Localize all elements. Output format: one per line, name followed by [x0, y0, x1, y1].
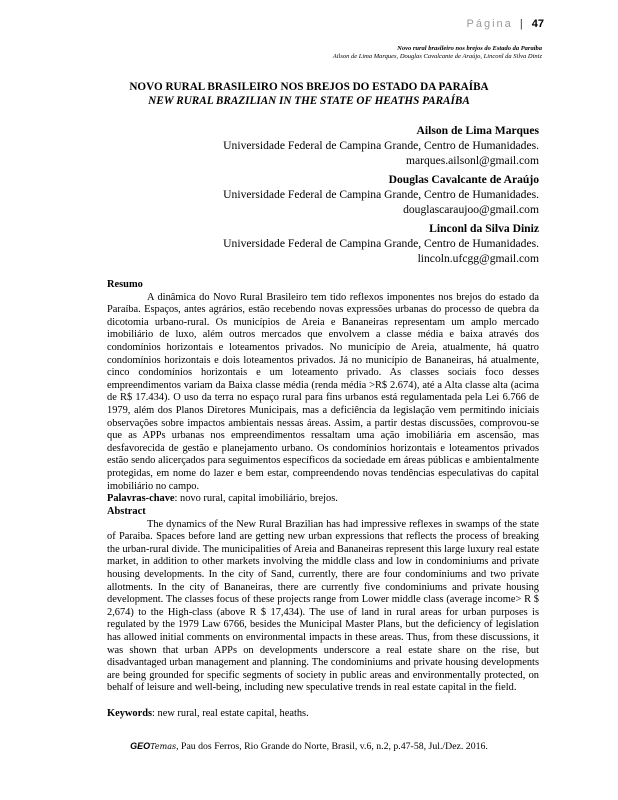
keywords-label: Palavras-chave: [107, 493, 175, 505]
abstract-keywords: [107, 708, 539, 721]
resumo-section: [107, 279, 539, 506]
resumo-text: A dinâmica do Novo Rural Brasileiro tem tido reflexos imponentes nos brejos do estado da Paraíba. Espaços, antes agrários, estão recebendo novas expressões urbanas do processo de quebra da dicotomia urbano-rural. Os municípios de Areia e Bananeiras representam um amplo mercado imobiliário de luxo, além outros mercados que envolvem a classe média e baixa através dos condomínios horizontais e loteamentos privados. No município de Areia, atualmente, há quatro condomínios horizontais e dois loteamentos privados. Já no município de Bananeiras, há atualmente, cinco condomínios horizontais e um loteamento privado. As classes sociais foco desses empreendimentos variam da Baixa classe média (renda média >R$ 2.674), até a Alta classe alta (acima de R$ 17.434). O uso da terra no espaço rural para fins urbanos está regulamentada pela Lei 6.766 de 1979, além dos Planos Diretores Municipais, mas a deficiência da legislação vem permitindo iniciais observações sobre impactos ambientais nessas áreas. Assim, a partir destas discussões, comprovou-se que as APPs urbanas nos empreendimentos ressaltam uma ação imobiliária em ascensão, mas desfavorecida de gestão e planejamento urbano. Os condomínios horizontais e loteamentos privados estão sendo alicerçados para seguimentos específicos da sociedade em áreas públicas e ambientalmente protegidas, em nome do lazer e bem estar, compreendendo novas tendências especulativas do capital imobiliário no campo.: [107, 291, 539, 492]
author-block-1: [223, 123, 539, 168]
page-number: 47: [531, 18, 544, 30]
keywords-values: : novo rural, capital imobiliário, brejos.: [174, 493, 338, 505]
author-email: douglascaraujoo@gmail.com: [403, 203, 539, 216]
author-email: lincoln.ufcgg@gmail.com: [417, 252, 539, 265]
author-name: Ailson de Lima Marques: [416, 124, 539, 137]
abstract-text: The dynamics of the New Rural Brazilian has had impressive reflexes in swamps of the state of Paraiba. Spaces before land are getting new urban expressions that reflects the process of breaking the urban-rural divide. The municipalities of Areia and Bananeiras represent this large luxury real estate market, in addition to other markets involving the middle class and low in condominiums and private housing developments. In the city of Sand, currently, there are four condominiums and two private allotments. In the city of Bananeiras, there are currently five condominiums and private housing development. The classes focus of these projects range from Lower middle class (average income> R $ 2,674) to the High-class (above R $ 17,434). The use of land in rural areas for urban purposes is regulated by the 1979 Law 6766, besides the Municipal Master Plans, but the deficiency of legislation has allowed initial comments on environmental impacts in these areas. Thus, from these discussions, it was shown that urban APPs on developments underscore a real estate share on the rise, but disadvantaged urban management and planning. The condominiums and private housing developments are being grounded for specific segments of society in public areas and environmentally protected, on behalf of leisure and well-being, including new speculative trends in real estate capital in the field.: [107, 518, 539, 694]
page-footer: [0, 741, 618, 752]
running-header-title: Novo rural brasileiro nos brejos do Estado da Paraíba: [397, 45, 542, 52]
resumo-keywords: [107, 493, 539, 506]
keywords-values: : new rural, real estate capital, heaths.: [152, 707, 309, 719]
footer-citation: , Pau dos Ferros, Rio Grande do Norte, Brasil, v.6, n.2, p.47-58, Jul./Dez. 2016.: [176, 741, 488, 752]
page-number-label: [467, 18, 545, 30]
page-label: Página: [466, 18, 513, 30]
author-affiliation: Universidade Federal de Campina Grande, Centro de Humanidades.: [223, 139, 539, 152]
author-email: marques.ailsonl@gmail.com: [405, 154, 539, 167]
resumo-heading: Resumo: [107, 279, 143, 290]
journal-logo-geo: GEO: [130, 741, 151, 751]
author-affiliation: Universidade Federal de Campina Grande, Centro de Humanidades.: [223, 237, 539, 250]
author-name: Linconl da Silva Diniz: [429, 222, 539, 235]
page-separator: |: [519, 18, 525, 30]
article-title: [0, 80, 618, 108]
author-block-3: [223, 221, 539, 266]
author-name: Douglas Cavalcante de Araújo: [388, 173, 539, 186]
abstract-section: [107, 506, 539, 721]
author-block-2: [223, 172, 539, 217]
journal-logo-temas: Temas: [150, 742, 177, 751]
keywords-label: Keywords: [107, 707, 153, 719]
author-affiliation: Universidade Federal de Campina Grande, Centro de Humanidades.: [223, 188, 539, 201]
title-portuguese: NOVO RURAL BRASILEIRO NOS BREJOS DO ESTADO DA PARAÍBA: [129, 81, 489, 93]
running-header-authors: Ailson de Lima Marques, Douglas Cavalcante de Araújo, Linconl da Silva Diniz: [332, 53, 542, 60]
abstract-heading: Abstract: [107, 506, 146, 517]
title-english: NEW RURAL BRAZILIAN IN THE STATE OF HEATHS PARAÍBA: [148, 95, 470, 107]
